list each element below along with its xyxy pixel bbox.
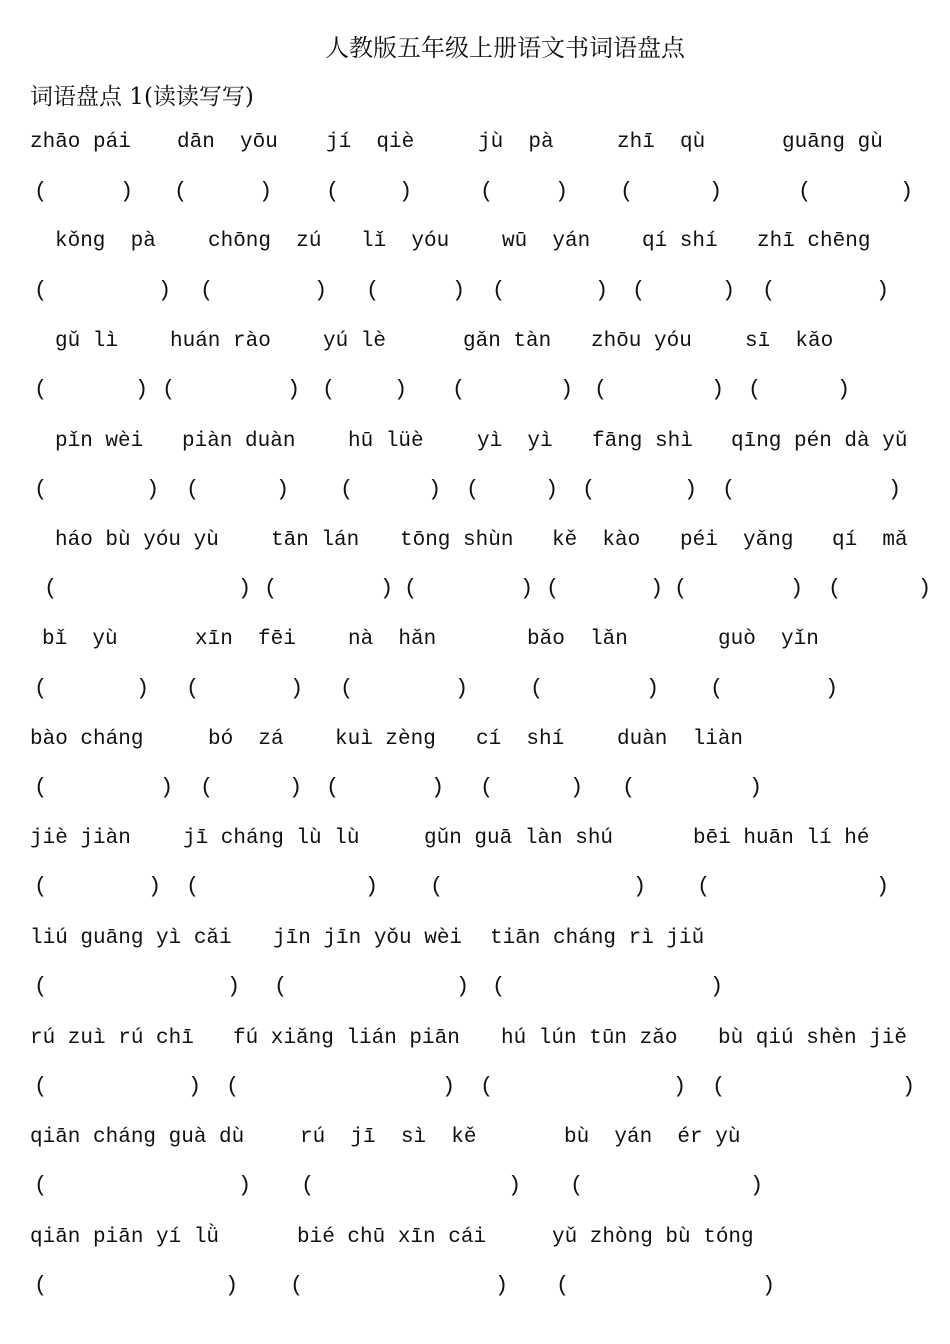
pinyin-item: yǔ zhòng bù tóng bbox=[552, 1226, 754, 1249]
pinyin-item: bié chū xīn cái bbox=[297, 1226, 487, 1249]
pinyin-item: bǐ yù bbox=[42, 628, 118, 651]
open-paren: ( bbox=[226, 1074, 240, 1099]
close-paren: ) bbox=[135, 377, 149, 402]
pinyin-item: yú lè bbox=[323, 330, 387, 353]
close-paren: ) bbox=[148, 874, 162, 899]
pinyin-item: qiān cháng guà dù bbox=[30, 1126, 245, 1149]
pinyin-item: qiān piān yí lǜ bbox=[30, 1226, 220, 1249]
pinyin-item: zhāo pái bbox=[30, 131, 131, 154]
open-paren: ( bbox=[200, 775, 214, 800]
open-paren: ( bbox=[34, 477, 48, 502]
open-paren: ( bbox=[430, 874, 444, 899]
open-paren: ( bbox=[480, 179, 494, 204]
close-paren: ) bbox=[188, 1074, 202, 1099]
open-paren: ( bbox=[530, 676, 544, 701]
open-paren: ( bbox=[492, 974, 506, 999]
close-paren: ) bbox=[918, 576, 932, 601]
close-paren: ) bbox=[876, 278, 890, 303]
close-paren: ) bbox=[227, 974, 241, 999]
pinyin-item: bǎo lǎn bbox=[527, 628, 628, 651]
open-paren: ( bbox=[798, 179, 812, 204]
close-paren: ) bbox=[684, 477, 698, 502]
open-paren: ( bbox=[34, 377, 48, 402]
pinyin-row bbox=[0, 1123, 950, 1153]
pinyin-item: jí qiè bbox=[326, 131, 415, 154]
answer-blank-row bbox=[0, 574, 950, 604]
close-paren: ) bbox=[749, 775, 763, 800]
answer-blank-row bbox=[0, 1072, 950, 1102]
pinyin-item: xīn fēi bbox=[195, 628, 296, 651]
answer-blank-row bbox=[0, 674, 950, 704]
close-paren: ) bbox=[238, 576, 252, 601]
open-paren: ( bbox=[594, 377, 608, 402]
close-paren: ) bbox=[290, 676, 304, 701]
open-paren: ( bbox=[34, 1273, 48, 1298]
pinyin-item: jiè jiàn bbox=[30, 827, 131, 850]
pinyin-item: duàn liàn bbox=[617, 728, 744, 751]
pinyin-item: tān lán bbox=[271, 529, 360, 552]
close-paren: ) bbox=[120, 179, 134, 204]
close-paren: ) bbox=[431, 775, 445, 800]
close-paren: ) bbox=[508, 1173, 522, 1198]
pinyin-item: nà hǎn bbox=[348, 628, 437, 651]
close-paren: ) bbox=[711, 377, 725, 402]
pinyin-item: kǒng pà bbox=[55, 230, 156, 253]
open-paren: ( bbox=[186, 477, 200, 502]
open-paren: ( bbox=[492, 278, 506, 303]
open-paren: ( bbox=[697, 874, 711, 899]
pinyin-item: bēi huān lí hé bbox=[693, 827, 870, 850]
answer-blank-row bbox=[0, 872, 950, 902]
open-paren: ( bbox=[301, 1173, 315, 1198]
pinyin-item: chōng zú bbox=[208, 230, 322, 253]
close-paren: ) bbox=[259, 179, 273, 204]
close-paren: ) bbox=[545, 477, 559, 502]
close-paren: ) bbox=[238, 1173, 252, 1198]
open-paren: ( bbox=[274, 974, 288, 999]
pinyin-item: zhī chēng bbox=[757, 230, 871, 253]
close-paren: ) bbox=[888, 477, 902, 502]
pinyin-item: tiān cháng rì jiǔ bbox=[490, 927, 705, 950]
close-paren: ) bbox=[160, 775, 174, 800]
pinyin-item: hū lüè bbox=[348, 430, 424, 453]
close-paren: ) bbox=[555, 179, 569, 204]
pinyin-item: gǎn tàn bbox=[463, 330, 552, 353]
open-paren: ( bbox=[34, 676, 48, 701]
pinyin-item: kuì zèng bbox=[335, 728, 436, 751]
pinyin-row bbox=[0, 1223, 950, 1253]
close-paren: ) bbox=[442, 1074, 456, 1099]
answer-blank-row bbox=[0, 276, 950, 306]
pinyin-item: pǐn wèi bbox=[55, 430, 144, 453]
pinyin-item: rú zuì rú chī bbox=[30, 1027, 194, 1050]
answer-blank-row bbox=[0, 177, 950, 207]
answer-blank-row bbox=[0, 375, 950, 405]
pinyin-item: guāng gù bbox=[782, 131, 883, 154]
pinyin-item: yì yì bbox=[477, 430, 553, 453]
page-title: 人教版五年级上册语文书词语盘点 bbox=[325, 34, 685, 62]
pinyin-item: huán rào bbox=[170, 330, 271, 353]
open-paren: ( bbox=[828, 576, 842, 601]
pinyin-item: qīng pén dà yǔ bbox=[731, 430, 908, 453]
open-paren: ( bbox=[546, 576, 560, 601]
pinyin-row bbox=[0, 924, 950, 954]
close-paren: ) bbox=[709, 179, 723, 204]
open-paren: ( bbox=[748, 377, 762, 402]
close-paren: ) bbox=[314, 278, 328, 303]
pinyin-item: piàn duàn bbox=[182, 430, 296, 453]
pinyin-item: péi yǎng bbox=[680, 529, 794, 552]
close-paren: ) bbox=[837, 377, 851, 402]
open-paren: ( bbox=[34, 278, 48, 303]
open-paren: ( bbox=[674, 576, 688, 601]
open-paren: ( bbox=[34, 775, 48, 800]
open-paren: ( bbox=[480, 775, 494, 800]
pinyin-item: zhī qù bbox=[617, 131, 706, 154]
close-paren: ) bbox=[790, 576, 804, 601]
open-paren: ( bbox=[712, 1074, 726, 1099]
pinyin-item: lǐ yóu bbox=[361, 230, 450, 253]
pinyin-item: fú xiǎng lián piān bbox=[233, 1027, 460, 1050]
close-paren: ) bbox=[570, 775, 584, 800]
answer-blank-row bbox=[0, 1271, 950, 1301]
close-paren: ) bbox=[900, 179, 914, 204]
close-paren: ) bbox=[136, 676, 150, 701]
close-paren: ) bbox=[146, 477, 160, 502]
open-paren: ( bbox=[556, 1273, 570, 1298]
open-paren: ( bbox=[622, 775, 636, 800]
close-paren: ) bbox=[560, 377, 574, 402]
close-paren: ) bbox=[455, 676, 469, 701]
pinyin-item: liú guāng yì cǎi bbox=[30, 927, 232, 950]
close-paren: ) bbox=[876, 874, 890, 899]
pinyin-item: sī kǎo bbox=[745, 330, 834, 353]
pinyin-row bbox=[0, 824, 950, 854]
open-paren: ( bbox=[452, 377, 466, 402]
open-paren: ( bbox=[322, 377, 336, 402]
open-paren: ( bbox=[174, 179, 188, 204]
open-paren: ( bbox=[162, 377, 176, 402]
pinyin-item: kě kào bbox=[552, 529, 641, 552]
close-paren: ) bbox=[495, 1273, 509, 1298]
pinyin-item: gǔn guā làn shú bbox=[424, 827, 614, 850]
open-paren: ( bbox=[34, 1173, 48, 1198]
pinyin-item: jù pà bbox=[478, 131, 554, 154]
close-paren: ) bbox=[452, 278, 466, 303]
open-paren: ( bbox=[582, 477, 596, 502]
close-paren: ) bbox=[762, 1273, 776, 1298]
pinyin-item: bù yán ér yù bbox=[564, 1126, 741, 1149]
pinyin-item: dān yōu bbox=[177, 131, 278, 154]
pinyin-row bbox=[0, 526, 950, 556]
open-paren: ( bbox=[722, 477, 736, 502]
open-paren: ( bbox=[326, 775, 340, 800]
close-paren: ) bbox=[399, 179, 413, 204]
open-paren: ( bbox=[34, 974, 48, 999]
open-paren: ( bbox=[762, 278, 776, 303]
close-paren: ) bbox=[456, 974, 470, 999]
open-paren: ( bbox=[200, 278, 214, 303]
pinyin-item: tōng shùn bbox=[400, 529, 514, 552]
close-paren: ) bbox=[520, 576, 534, 601]
pinyin-row bbox=[0, 725, 950, 755]
pinyin-item: jī cháng lù lù bbox=[183, 827, 360, 850]
pinyin-row bbox=[0, 427, 950, 457]
pinyin-item: háo bù yóu yù bbox=[55, 529, 219, 552]
open-paren: ( bbox=[480, 1074, 494, 1099]
close-paren: ) bbox=[287, 377, 301, 402]
open-paren: ( bbox=[34, 874, 48, 899]
close-paren: ) bbox=[595, 278, 609, 303]
close-paren: ) bbox=[750, 1173, 764, 1198]
pinyin-item: guò yǐn bbox=[718, 628, 819, 651]
open-paren: ( bbox=[620, 179, 634, 204]
open-paren: ( bbox=[340, 676, 354, 701]
open-paren: ( bbox=[466, 477, 480, 502]
close-paren: ) bbox=[428, 477, 442, 502]
answer-blank-row bbox=[0, 972, 950, 1002]
pinyin-item: fāng shì bbox=[592, 430, 693, 453]
open-paren: ( bbox=[326, 179, 340, 204]
pinyin-row bbox=[0, 227, 950, 257]
pinyin-item: jīn jīn yǒu wèi bbox=[273, 927, 463, 950]
section-heading: 词语盘点 1(读读写写) bbox=[30, 84, 254, 110]
pinyin-row bbox=[0, 327, 950, 357]
pinyin-item: wū yán bbox=[502, 230, 591, 253]
pinyin-item: bào cháng bbox=[30, 728, 144, 751]
pinyin-row bbox=[0, 625, 950, 655]
open-paren: ( bbox=[264, 576, 278, 601]
pinyin-item: bù qiú shèn jiě bbox=[718, 1027, 908, 1050]
pinyin-item: gǔ lì bbox=[55, 330, 119, 353]
close-paren: ) bbox=[825, 676, 839, 701]
pinyin-item: bó zá bbox=[208, 728, 284, 751]
open-paren: ( bbox=[186, 676, 200, 701]
close-paren: ) bbox=[902, 1074, 916, 1099]
open-paren: ( bbox=[290, 1273, 304, 1298]
answer-blank-row bbox=[0, 475, 950, 505]
close-paren: ) bbox=[650, 576, 664, 601]
close-paren: ) bbox=[394, 377, 408, 402]
answer-blank-row bbox=[0, 1171, 950, 1201]
open-paren: ( bbox=[366, 278, 380, 303]
pinyin-item: qí mǎ bbox=[832, 529, 908, 552]
close-paren: ) bbox=[225, 1273, 239, 1298]
close-paren: ) bbox=[633, 874, 647, 899]
open-paren: ( bbox=[340, 477, 354, 502]
close-paren: ) bbox=[710, 974, 724, 999]
close-paren: ) bbox=[722, 278, 736, 303]
open-paren: ( bbox=[34, 1074, 48, 1099]
close-paren: ) bbox=[673, 1074, 687, 1099]
close-paren: ) bbox=[380, 576, 394, 601]
open-paren: ( bbox=[632, 278, 646, 303]
open-paren: ( bbox=[44, 576, 58, 601]
close-paren: ) bbox=[158, 278, 172, 303]
close-paren: ) bbox=[646, 676, 660, 701]
open-paren: ( bbox=[404, 576, 418, 601]
open-paren: ( bbox=[34, 179, 48, 204]
pinyin-item: cí shí bbox=[476, 728, 565, 751]
pinyin-item: qí shí bbox=[642, 230, 718, 253]
pinyin-row bbox=[0, 128, 950, 158]
open-paren: ( bbox=[710, 676, 724, 701]
pinyin-item: rú jī sì kě bbox=[300, 1126, 477, 1149]
close-paren: ) bbox=[289, 775, 303, 800]
open-paren: ( bbox=[570, 1173, 584, 1198]
open-paren: ( bbox=[186, 874, 200, 899]
pinyin-row bbox=[0, 1024, 950, 1054]
pinyin-item: zhōu yóu bbox=[591, 330, 692, 353]
pinyin-item: hú lún tūn zǎo bbox=[501, 1027, 678, 1050]
close-paren: ) bbox=[365, 874, 379, 899]
close-paren: ) bbox=[276, 477, 290, 502]
answer-blank-row bbox=[0, 773, 950, 803]
